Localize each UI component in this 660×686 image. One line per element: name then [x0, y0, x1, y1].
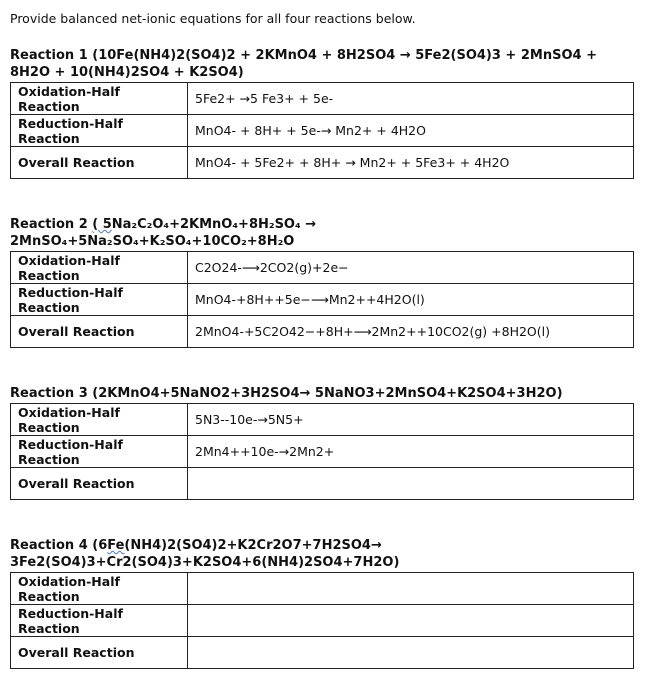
- table-row: [11, 252, 634, 284]
- overall-reaction-label: Overall Reaction: [11, 637, 188, 669]
- table-row: [11, 637, 634, 669]
- reaction-2-table: [10, 251, 634, 348]
- reduction-half-label: Reduction-Half Reaction: [11, 115, 188, 147]
- table-row: [11, 147, 634, 179]
- reduction-half-label: Reduction-Half Reaction: [11, 284, 188, 316]
- reaction-2-heading-equation: Na₂C₂O₄+2KMnO₄+8H₂SO₄ →: [111, 217, 317, 232]
- table-row: [11, 573, 634, 605]
- reaction-2-heading: [10, 216, 634, 250]
- reaction-1-block: [10, 47, 634, 179]
- reaction-1-heading-line2: 8H2O + 10(NH4)2SO4 + K2SO4): [10, 65, 244, 80]
- overall-reaction-value[interactable]: [188, 637, 634, 669]
- oxidation-half-label: Oxidation-Half Reaction: [11, 404, 188, 436]
- table-row: [11, 436, 634, 468]
- table-row: [11, 468, 634, 500]
- reaction-1-heading-equation: (10Fe(NH4)2(SO4)2 + 2KMnO4 + 8H2SO4 → 5Fe2(SO4)3 + 2MnSO4 +: [92, 48, 597, 63]
- table-row: [11, 404, 634, 436]
- reaction-2-block: [10, 216, 634, 348]
- reaction-3-block: [10, 385, 634, 500]
- reduction-half-value[interactable]: 2Mn4++10e-→2Mn2+: [188, 436, 634, 468]
- reaction-2-heading-squiggle: ( 5: [92, 217, 112, 232]
- reduction-half-value[interactable]: MnO4- + 8H+ + 5e-→ Mn2+ + 4H2O: [188, 115, 634, 147]
- reaction-3-heading-equation: (2KMnO4+5NaNO2+3H2SO4→ 5NaNO3+2MnSO4+K2SO4+3H2O): [92, 386, 563, 401]
- reaction-1-table: [10, 82, 634, 179]
- oxidation-half-label: Oxidation-Half Reaction: [11, 573, 188, 605]
- table-row: [11, 605, 634, 637]
- reaction-4-heading-equation: (NH4)2(SO4)2+K2Cr2O7+7H2SO4→: [124, 538, 382, 553]
- reaction-4-heading: [10, 537, 634, 571]
- oxidation-half-value[interactable]: C2O24-⟶2CO2(g)+2e−: [188, 252, 634, 284]
- oxidation-half-value[interactable]: 5Fe2+ →5 Fe3+ + 5e-: [188, 83, 634, 115]
- reaction-1-heading: [10, 47, 634, 81]
- table-row: [11, 83, 634, 115]
- overall-reaction-label: Overall Reaction: [11, 147, 188, 179]
- table-row: [11, 115, 634, 147]
- overall-reaction-value[interactable]: [188, 468, 634, 500]
- reaction-2-heading-line2: 2MnSO₄+5Na₂SO₄+K₂SO₄+10CO₂+8H₂O: [10, 234, 295, 249]
- reaction-4-block: [10, 537, 634, 669]
- reaction-2-heading-prefix: Reaction 2: [10, 217, 93, 232]
- reaction-3-heading: [10, 385, 634, 402]
- oxidation-half-label: Oxidation-Half Reaction: [11, 252, 188, 284]
- reaction-3-table: [10, 403, 634, 500]
- oxidation-half-label: Oxidation-Half Reaction: [11, 83, 188, 115]
- instructions-text: Provide balanced net-ionic equations for all four reactions below.: [10, 11, 416, 26]
- reduction-half-label: Reduction-Half Reaction: [11, 605, 188, 637]
- overall-reaction-value[interactable]: MnO4- + 5Fe2+ + 8H+ → Mn2+ + 5Fe3+ + 4H2O: [188, 147, 634, 179]
- oxidation-half-value[interactable]: 5N3--10e-→5N5+: [188, 404, 634, 436]
- reaction-4-heading-prefix: Reaction 4 (6: [10, 538, 108, 553]
- reaction-1-heading-prefix: Reaction 1: [10, 48, 93, 63]
- reaction-4-heading-squiggle: Fe: [107, 538, 125, 553]
- reduction-half-label: Reduction-Half Reaction: [11, 436, 188, 468]
- overall-reaction-value[interactable]: 2MnO4-+5C2O42−+8H+⟶2Mn2++10CO2(g) +8H2O(l): [188, 316, 634, 348]
- table-row: [11, 284, 634, 316]
- overall-reaction-label: Overall Reaction: [11, 316, 188, 348]
- table-row: [11, 316, 634, 348]
- reaction-3-heading-prefix: Reaction 3: [10, 386, 93, 401]
- overall-reaction-label: Overall Reaction: [11, 468, 188, 500]
- reduction-half-value[interactable]: [188, 605, 634, 637]
- reduction-half-value[interactable]: MnO4-+8H++5e−⟶Mn2++4H2O(l): [188, 284, 634, 316]
- reaction-4-heading-line2: 3Fe2(SO4)3+Cr2(SO4)3+K2SO4+6(NH4)2SO4+7H2O): [10, 555, 400, 570]
- oxidation-half-value[interactable]: [188, 573, 634, 605]
- reaction-4-table: [10, 572, 634, 669]
